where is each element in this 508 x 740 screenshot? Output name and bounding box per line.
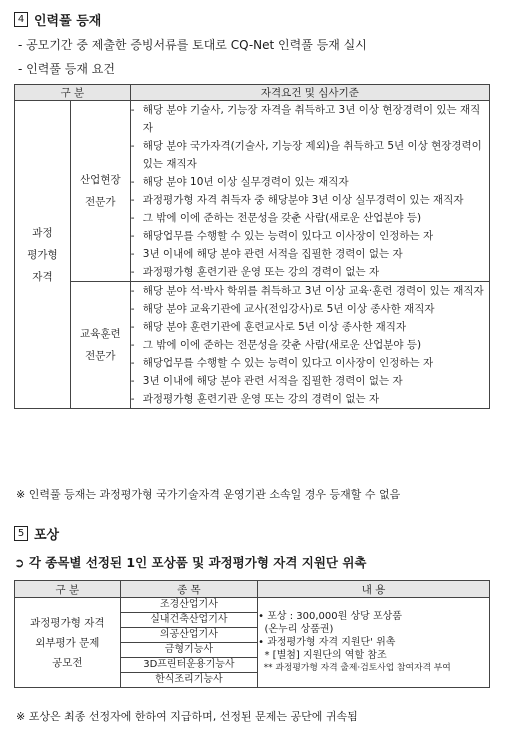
row-label-industry-expert: 산업현장 전문가 (70, 101, 130, 282)
list-item: - 해당 분야 10년 이상 실무경력이 있는 재직자 (130, 176, 349, 188)
list-item: - 해당 분야 석·박사 학위를 취득하고 3년 이상 교육·훈련 경력이 있는 재직자 (130, 285, 484, 297)
training-expert-items (130, 282, 489, 409)
award-line: * [별첨] 지원단의 역할 참조 (258, 650, 387, 661)
award-group-label: 과정평가형 자격 외부평가 문제 공모전 (15, 598, 121, 688)
award-item: 3D프린터운용기능사 (120, 658, 258, 673)
list-item: - 과정평가형 자격 취득자 중 해당분야 3년 이상 실무경력이 있는 재직자 (130, 194, 464, 206)
list-item: - 해당업무를 수행할 수 있는 능력이 있다고 이사장이 인정하는 자 (130, 357, 434, 369)
section-5-title (14, 524, 59, 543)
section-5-subhead: ➲ 각 종목별 선정된 1인 포상품 및 과정평가형 자격 지원단 위촉 (14, 555, 367, 570)
award-line: (온누리 상품권) (258, 624, 334, 635)
requirements-table (14, 84, 490, 409)
award-table (14, 580, 490, 688)
award-item: 금형기능사 (120, 643, 258, 658)
list-item: - 그 밖에 이에 준하는 전문성을 갖춘 사람(새로운 산업분야 등) (130, 212, 422, 224)
award-header-items: 종 목 (120, 581, 258, 598)
list-item: - 해당 분야 훈련기관에 훈련교사로 5년 이상 종사한 재직자 (130, 321, 407, 333)
award-line: • 포상 : 300,000원 상당 포상품 (258, 611, 402, 622)
group-label-cell: 과정 평가형 자격 (15, 101, 71, 409)
list-item: - 해당 분야 기술사, 기능장 자격을 취득하고 3년 이상 현장경력이 있는 재직자 (130, 104, 481, 134)
list-item: - 과정평가형 훈련기관 운영 또는 강의 경력이 없는 자 (130, 393, 380, 405)
award-item: 한식조리기능사 (120, 673, 258, 688)
section-4-line-2: - 인력풀 등재 요건 (18, 62, 115, 76)
table-2-note: ※ 포상은 최종 선정자에 한하여 지급하며, 선정된 문제는 공단에 귀속됨 (16, 710, 358, 723)
row-label-training-expert: 교육훈련 전문가 (70, 282, 130, 409)
award-item: 실내건축산업기사 (120, 613, 258, 628)
list-item: - 3년 이내에 해당 분야 관련 서적을 집필한 경력이 없는 자 (130, 375, 403, 387)
table-1-note: ※ 인력풀 등재는 과정평가형 국가기술자격 운영기관 소속일 경우 등재할 수 없음 (16, 488, 401, 501)
list-item: - 해당 분야 국가자격(기술사, 기능장 제외)을 취득하고 5년 이상 현장경력이 있는 재직자 (130, 140, 482, 170)
award-line: ** 과정평가형 자격 출제·검토사업 참여자격 부여 (258, 663, 451, 673)
award-header-category: 구 분 (15, 581, 121, 598)
section-number-box: 4 (14, 12, 28, 27)
award-header-content: 내 용 (258, 581, 490, 598)
list-item: - 해당 분야 교육기관에 교사(전임강사)로 5년 이상 종사한 재직자 (130, 303, 435, 315)
award-item: 조경산업기사 (120, 598, 258, 613)
list-item: - 해당업무를 수행할 수 있는 능력이 있다고 이사장이 인정하는 자 (130, 230, 434, 242)
section-number-box: 5 (14, 526, 28, 541)
list-item: - 그 밖에 이에 준하는 전문성을 갖춘 사람(새로운 산업분야 등) (130, 339, 422, 351)
section-4-title (14, 10, 101, 29)
section-title-text: 포상 (34, 528, 60, 543)
list-item: - 과정평가형 훈련기관 운영 또는 강의 경력이 없는 자 (130, 266, 380, 278)
section-title-text: 인력풀 등재 (34, 14, 102, 29)
table-header-category: 구 분 (15, 85, 131, 101)
award-content (258, 598, 490, 688)
table-header-criteria: 자격요건 및 심사기준 (130, 85, 489, 101)
award-item: 의공산업기사 (120, 628, 258, 643)
section-4-line-1: - 공모기간 중 제출한 증빙서류를 토대로 CQ-Net 인력풀 등재 실시 (18, 38, 367, 52)
list-item: - 3년 이내에 해당 분야 관련 서적을 집필한 경력이 없는 자 (130, 248, 403, 260)
award-line: • 과정평가형 자격 지원단' 위촉 (258, 637, 396, 648)
industry-expert-items (130, 101, 489, 282)
